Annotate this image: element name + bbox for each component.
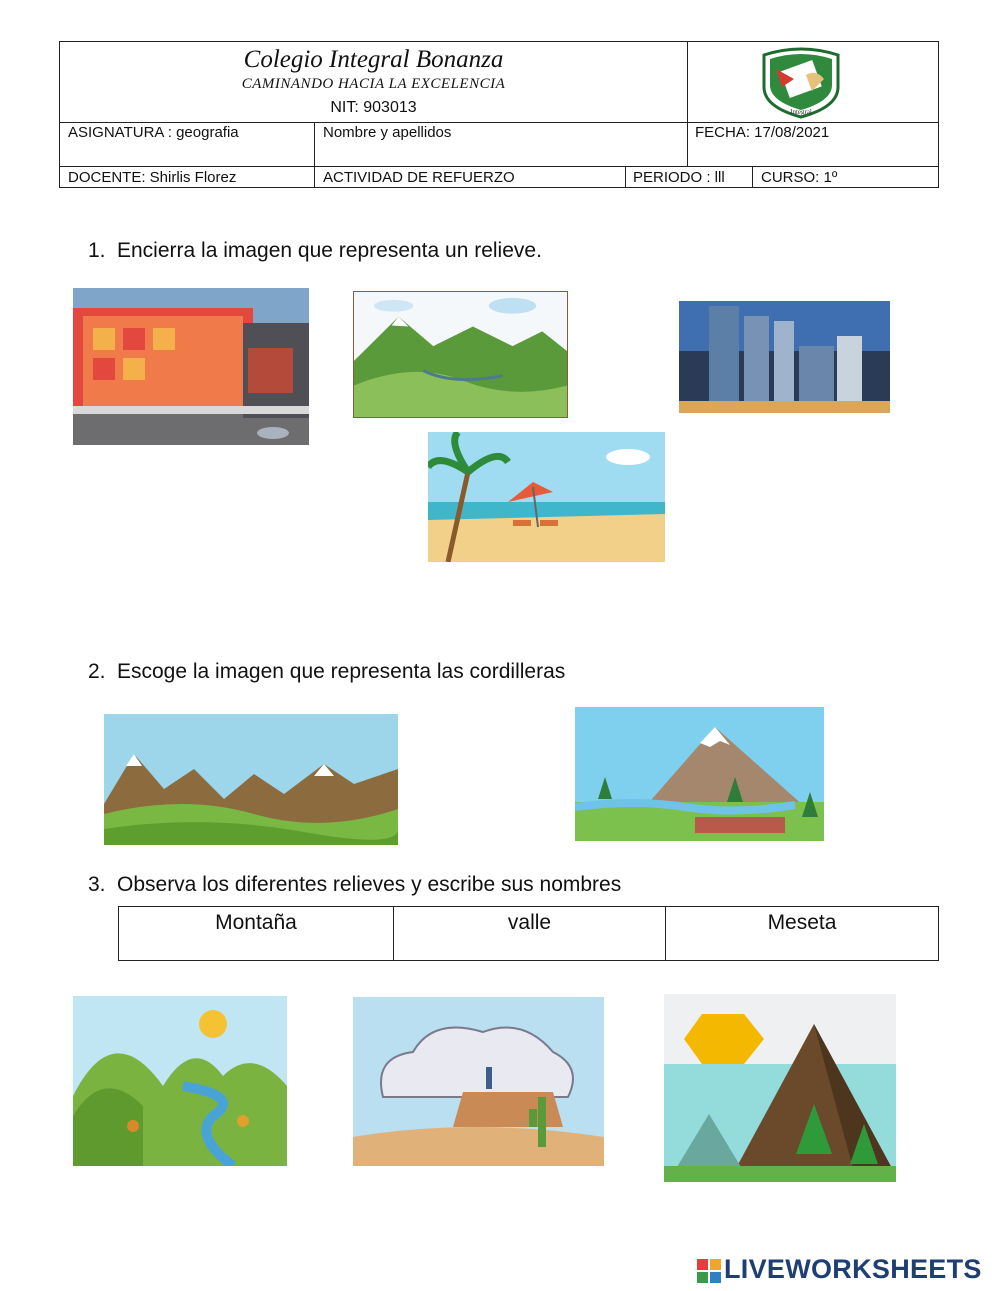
answer-cell-3[interactable]: Meseta [767, 911, 837, 934]
subject-cell: ASIGNATURA : geografia [68, 124, 239, 141]
image-plateau[interactable] [353, 997, 604, 1166]
date-cell: FECHA: 17/08/2021 [695, 124, 830, 141]
image-beach[interactable] [428, 432, 665, 562]
school-nit: NIT: 903013 [330, 99, 417, 116]
question-3: 3. Observa los diferentes relieves y escribe sus nombres [88, 873, 622, 896]
answer-table [118, 906, 939, 961]
answer-cell-1[interactable]: Montaña [215, 911, 297, 934]
liveworksheets-logo-icon [697, 1259, 721, 1283]
header-table [59, 41, 939, 188]
image-single-mountain[interactable] [575, 707, 824, 841]
question-2: 2. Escoge la imagen que representa las cordilleras [88, 660, 566, 683]
image-shopping-mall[interactable] [73, 288, 309, 445]
activity-cell: ACTIVIDAD DE REFUERZO [323, 169, 515, 186]
question-1: 1. Encierra la imagen que representa un relieve. [88, 239, 542, 262]
answer-cell-2[interactable]: valle [507, 911, 552, 934]
teacher-cell: DOCENTE: Shirlis Florez [68, 169, 237, 186]
image-mountain[interactable] [664, 994, 896, 1182]
name-cell: Nombre y apellidos [323, 124, 452, 141]
image-mountain-landscape[interactable] [353, 291, 568, 418]
liveworksheets-brand: LIVEWORKSHEETS [697, 1254, 982, 1285]
school-motto: CAMINANDO HACIA LA EXCELENCIA [241, 76, 506, 92]
period-cell: PERIODO : lll [633, 169, 725, 186]
school-name: Colegio Integral Bonanza [243, 46, 504, 73]
image-city-skyline[interactable] [679, 301, 890, 413]
svg-text:Integral: Integral [790, 108, 812, 116]
image-valley[interactable] [73, 996, 287, 1166]
school-logo [754, 45, 848, 119]
image-mountain-range[interactable] [104, 714, 398, 845]
course-cell: CURSO: 1º [761, 169, 838, 186]
